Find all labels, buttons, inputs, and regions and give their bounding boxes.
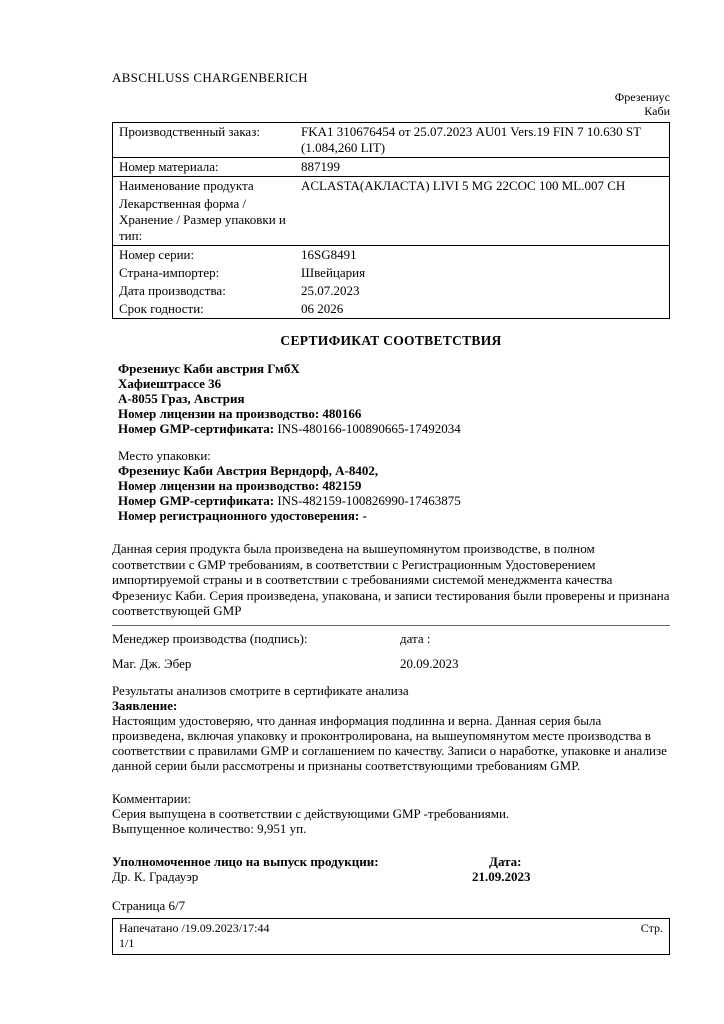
field-label: Наименование продукта xyxy=(119,178,254,193)
print-page-label: Стр. xyxy=(640,920,663,935)
print-footer-left xyxy=(119,921,269,951)
authorized-person-label: Уполномоченное лицо на выпуск продукции: xyxy=(112,853,379,869)
page-number: Страница 6/7 xyxy=(112,897,186,913)
signature-label-row xyxy=(112,631,670,646)
manufacturer-gmp-line xyxy=(118,421,670,436)
manufacturer-name: Фрезениус Каби австрия ГмбХ xyxy=(118,361,300,376)
gmp-certificate-value: INS-482159-100826990-17463875 xyxy=(277,493,461,508)
packaging-block xyxy=(112,448,670,523)
field-value: 16SG8491 xyxy=(301,247,357,262)
field-label: Страна-импортер: xyxy=(119,265,220,280)
production-manager-name: Маг. Дж. Эбер xyxy=(112,655,192,671)
declaration-heading: Заявление: xyxy=(112,697,178,713)
release-date-label: Дата: xyxy=(489,853,522,869)
gmp-statement-paragraph: Данная серия продукта была произведена на вышеупомянутом производстве, в полном соответствии с GMP требованиям, в соответствии с Регистрационным Удостоверением импортируемой страны и в соответствии с требованиями системой менеджмента качества Фрезениус Каби. Серия произведена, упакована, и записи тестирования были проверены и признана соответствующей GMP xyxy=(112,541,670,618)
packaging-site-name: Фрезениус Каби Австрия Верндорф, А-8402, xyxy=(118,463,379,478)
field-label: Срок годности: xyxy=(119,301,204,316)
analysis-results-note: Результаты анализов смотрите в сертификате анализа xyxy=(112,682,409,698)
field-label: Лекарственная форма / Хранение / Размер упаковки и тип: xyxy=(119,196,286,243)
packaging-license: Номер лицензии на производство: 482159 xyxy=(118,478,362,493)
field-value: FKA1 310676454 от 25.07.2023 AU01 Vers.19 FIN 7 10.630 ST (1.084,260 LIT) xyxy=(301,124,641,155)
release-section xyxy=(112,854,670,884)
company-name-block xyxy=(112,90,670,118)
release-right-column xyxy=(472,854,531,884)
field-label: Дата производства: xyxy=(119,283,226,298)
field-value: Швейцария xyxy=(301,265,366,280)
print-page-value: 1/1 xyxy=(119,935,135,950)
registration-number-line: Номер регистрационного удостоверения: - xyxy=(118,508,367,523)
declaration-paragraph: Настоящим удостоверяю, что данная информация подлинна и верна. Данная серия была произведена, включая упаковку и проконтролирована, на вышеупомянутом месте производства в соответствии с правилами GMP и соглашением по качеству. Записи о наработке, упаковке и анализе данной серии были рассмотрены и признаны соответствующими требованиям GMP. xyxy=(112,712,667,773)
release-left-column xyxy=(112,854,472,884)
table-row xyxy=(113,246,669,264)
comments-heading: Комментарии: xyxy=(112,790,192,806)
gmp-certificate-value: INS-480166-100890665-17492034 xyxy=(277,421,461,436)
gmp-certificate-label: Номер GMP-сертификата: xyxy=(118,493,275,508)
field-value: ACLASTA(АКЛАСТА) LIVI 5 MG 22COC 100 ML.007 CH xyxy=(301,178,626,193)
date-label: дата : xyxy=(400,630,431,646)
manufacturer-license: Номер лицензии на производство: 480166 xyxy=(118,406,362,421)
packaging-heading: Место упаковки: xyxy=(118,448,211,463)
document-title: ABSCHLUSS CHARGENBERICH xyxy=(112,70,308,85)
comments-block xyxy=(112,791,670,836)
field-value: 887199 xyxy=(301,159,340,174)
batch-info-table xyxy=(112,122,670,319)
manufacturer-block xyxy=(112,361,670,436)
table-row xyxy=(113,282,669,300)
company-name-line2: Каби xyxy=(644,104,670,118)
print-footer-box xyxy=(112,918,670,955)
gmp-certificate-label: Номер GMP-сертификата: xyxy=(118,421,275,436)
field-label: Номер серии: xyxy=(119,247,195,262)
table-row xyxy=(113,264,669,282)
comments-line-quantity: Выпущенное количество: 9,951 уп. xyxy=(112,820,307,836)
signature-value-row xyxy=(112,656,670,671)
printed-timestamp: Напечатано /19.09.2023/17:44 xyxy=(119,920,270,935)
table-row xyxy=(113,158,669,177)
company-name-line1: Фрезениус xyxy=(614,90,670,104)
authorized-person-name: Др. К. Градауэр xyxy=(112,868,199,884)
signature-date-value: 20.09.2023 xyxy=(400,655,459,671)
table-row xyxy=(113,195,669,246)
release-date-value: 21.09.2023 xyxy=(472,868,531,884)
table-row xyxy=(113,123,669,158)
table-row xyxy=(113,177,669,195)
certificate-title: СЕРТИФИКАТ СООТВЕТСТВИЯ xyxy=(280,333,502,348)
manufacturer-street: Хафиештрассе 36 xyxy=(118,376,222,391)
field-label: Номер материала: xyxy=(119,159,219,174)
field-value xyxy=(301,196,663,244)
comments-line-release: Серия выпущена в соответствии с действующими GMP -требованиями. xyxy=(112,805,510,821)
packaging-gmp-line xyxy=(118,493,670,508)
signature-section xyxy=(112,625,670,671)
field-value: 25.07.2023 xyxy=(301,283,360,298)
field-value: 06 2026 xyxy=(301,301,344,316)
table-row xyxy=(113,300,669,318)
field-label: Производственный заказ: xyxy=(119,124,260,139)
manufacturer-city: А-8055 Граз, Австрия xyxy=(118,391,245,406)
production-manager-label: Менеджер производства (подпись): xyxy=(112,630,308,646)
